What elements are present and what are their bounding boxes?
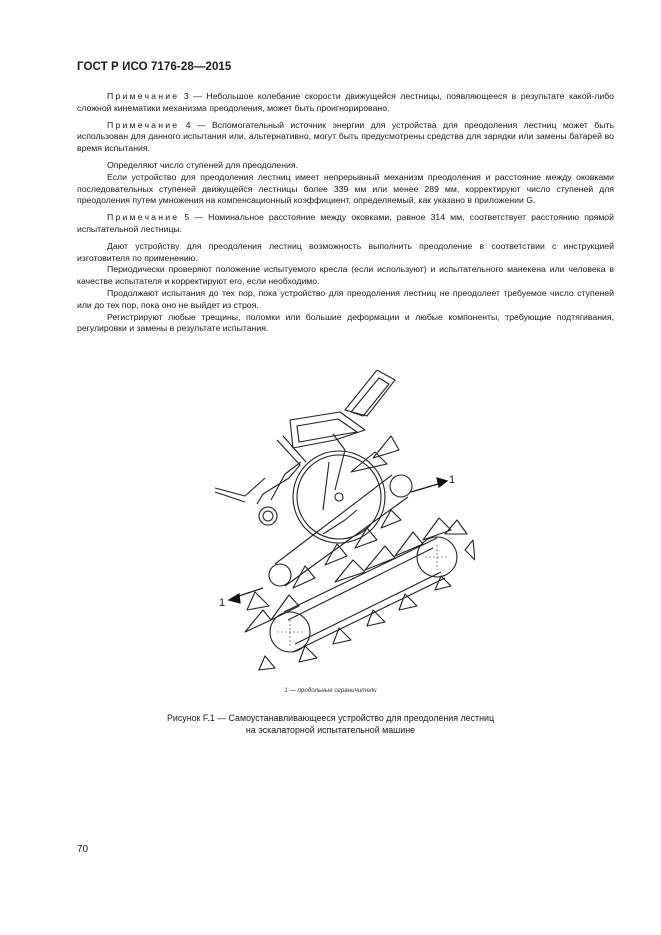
- wheel-center-marks: [277, 545, 449, 646]
- paragraph: Продолжают испытания до тех пор, пока устройство для преодоления лестниц не преодолеет требуемое число ступеней или до тех пор, пока оно не выйдет из строя.: [77, 287, 614, 310]
- paragraph: Дают устройству для преодоления лестниц возможность выполнить преодоление в соответствии с инструкцией изготовителя по применению.: [77, 240, 614, 263]
- arrow-head-icon: [229, 594, 240, 603]
- paragraph: Регистрируют любые трещины, поломки или большие деформации и любые компоненты, требующие подтягивания, регулировки и замены в результате испытания.: [77, 311, 614, 334]
- page-number: 70: [77, 844, 89, 855]
- body-text: [77, 91, 614, 335]
- wheel-hub: [335, 493, 343, 501]
- label-lower: 1: [219, 597, 226, 609]
- climber-track: [269, 436, 412, 588]
- paragraph: Если устройство для преодоления лестниц имеет непрерывный механизм преодоления и расстояние между оковками последовательных ступеней движущейся лестницы более 339 мм или менее 289 мм, корректируют число ступеней для преодоления путем умножения на компенсационный коэффициент, определяемый, как указано в приложении G.: [77, 171, 614, 206]
- paragraph: Периодически проверяют положение испытуемого кресла (если используют) и испытательного манекена или человека в качестве испытателя и корректируют его, если необходимо.: [77, 264, 614, 287]
- note-label: Примечание: [107, 212, 180, 223]
- note-3: [77, 91, 614, 115]
- note-5: [77, 212, 614, 236]
- main-wheel-inner: [297, 455, 381, 539]
- note-label: Примечание: [107, 91, 180, 101]
- caption-line: на эскалаторной испытательной машине: [245, 725, 416, 735]
- note-text: 3 — Небольшое колебание скорости движущейся лестницы, появляющееся в результате какой-либо сложной кинематики механизма преодоления, может быть проигнорировано.: [77, 91, 614, 113]
- figure-caption: [0, 712, 661, 736]
- note-text: 4 — Вспомогательный источник энергии для устройства для преодоления лестниц может быть использован для данного испытания или, альтернативно, могут быть предусмотрены средства для зарядки или замены батарей во время испытания.: [77, 119, 614, 154]
- main-wheel: [293, 451, 385, 543]
- arrow-head-icon: [437, 478, 447, 487]
- caption-line: Рисунок F.1 — Самоустанавливающееся устройство для преодоления лестниц: [166, 713, 495, 723]
- figure-stair-climber: [205, 370, 475, 680]
- stair-climber-drawing: [205, 370, 475, 680]
- label-upper: 1: [449, 474, 456, 486]
- document-header: ГОСТ Р ИСО 7176-28—2015: [77, 61, 232, 73]
- note-text: 5 — Номинальное расстояние между оковками, равное 314 мм, соответствует расстоянию прямой испытательной лестницы.: [77, 212, 614, 234]
- note-4: [77, 120, 614, 155]
- chair-frame: [215, 370, 395, 534]
- note-label: Примечание: [107, 119, 180, 130]
- figure-legend: 1 — продольные ограничители: [284, 687, 377, 694]
- escalator-belt: [270, 537, 457, 652]
- paragraph: Определяют число ступеней для преодоления.: [107, 159, 299, 170]
